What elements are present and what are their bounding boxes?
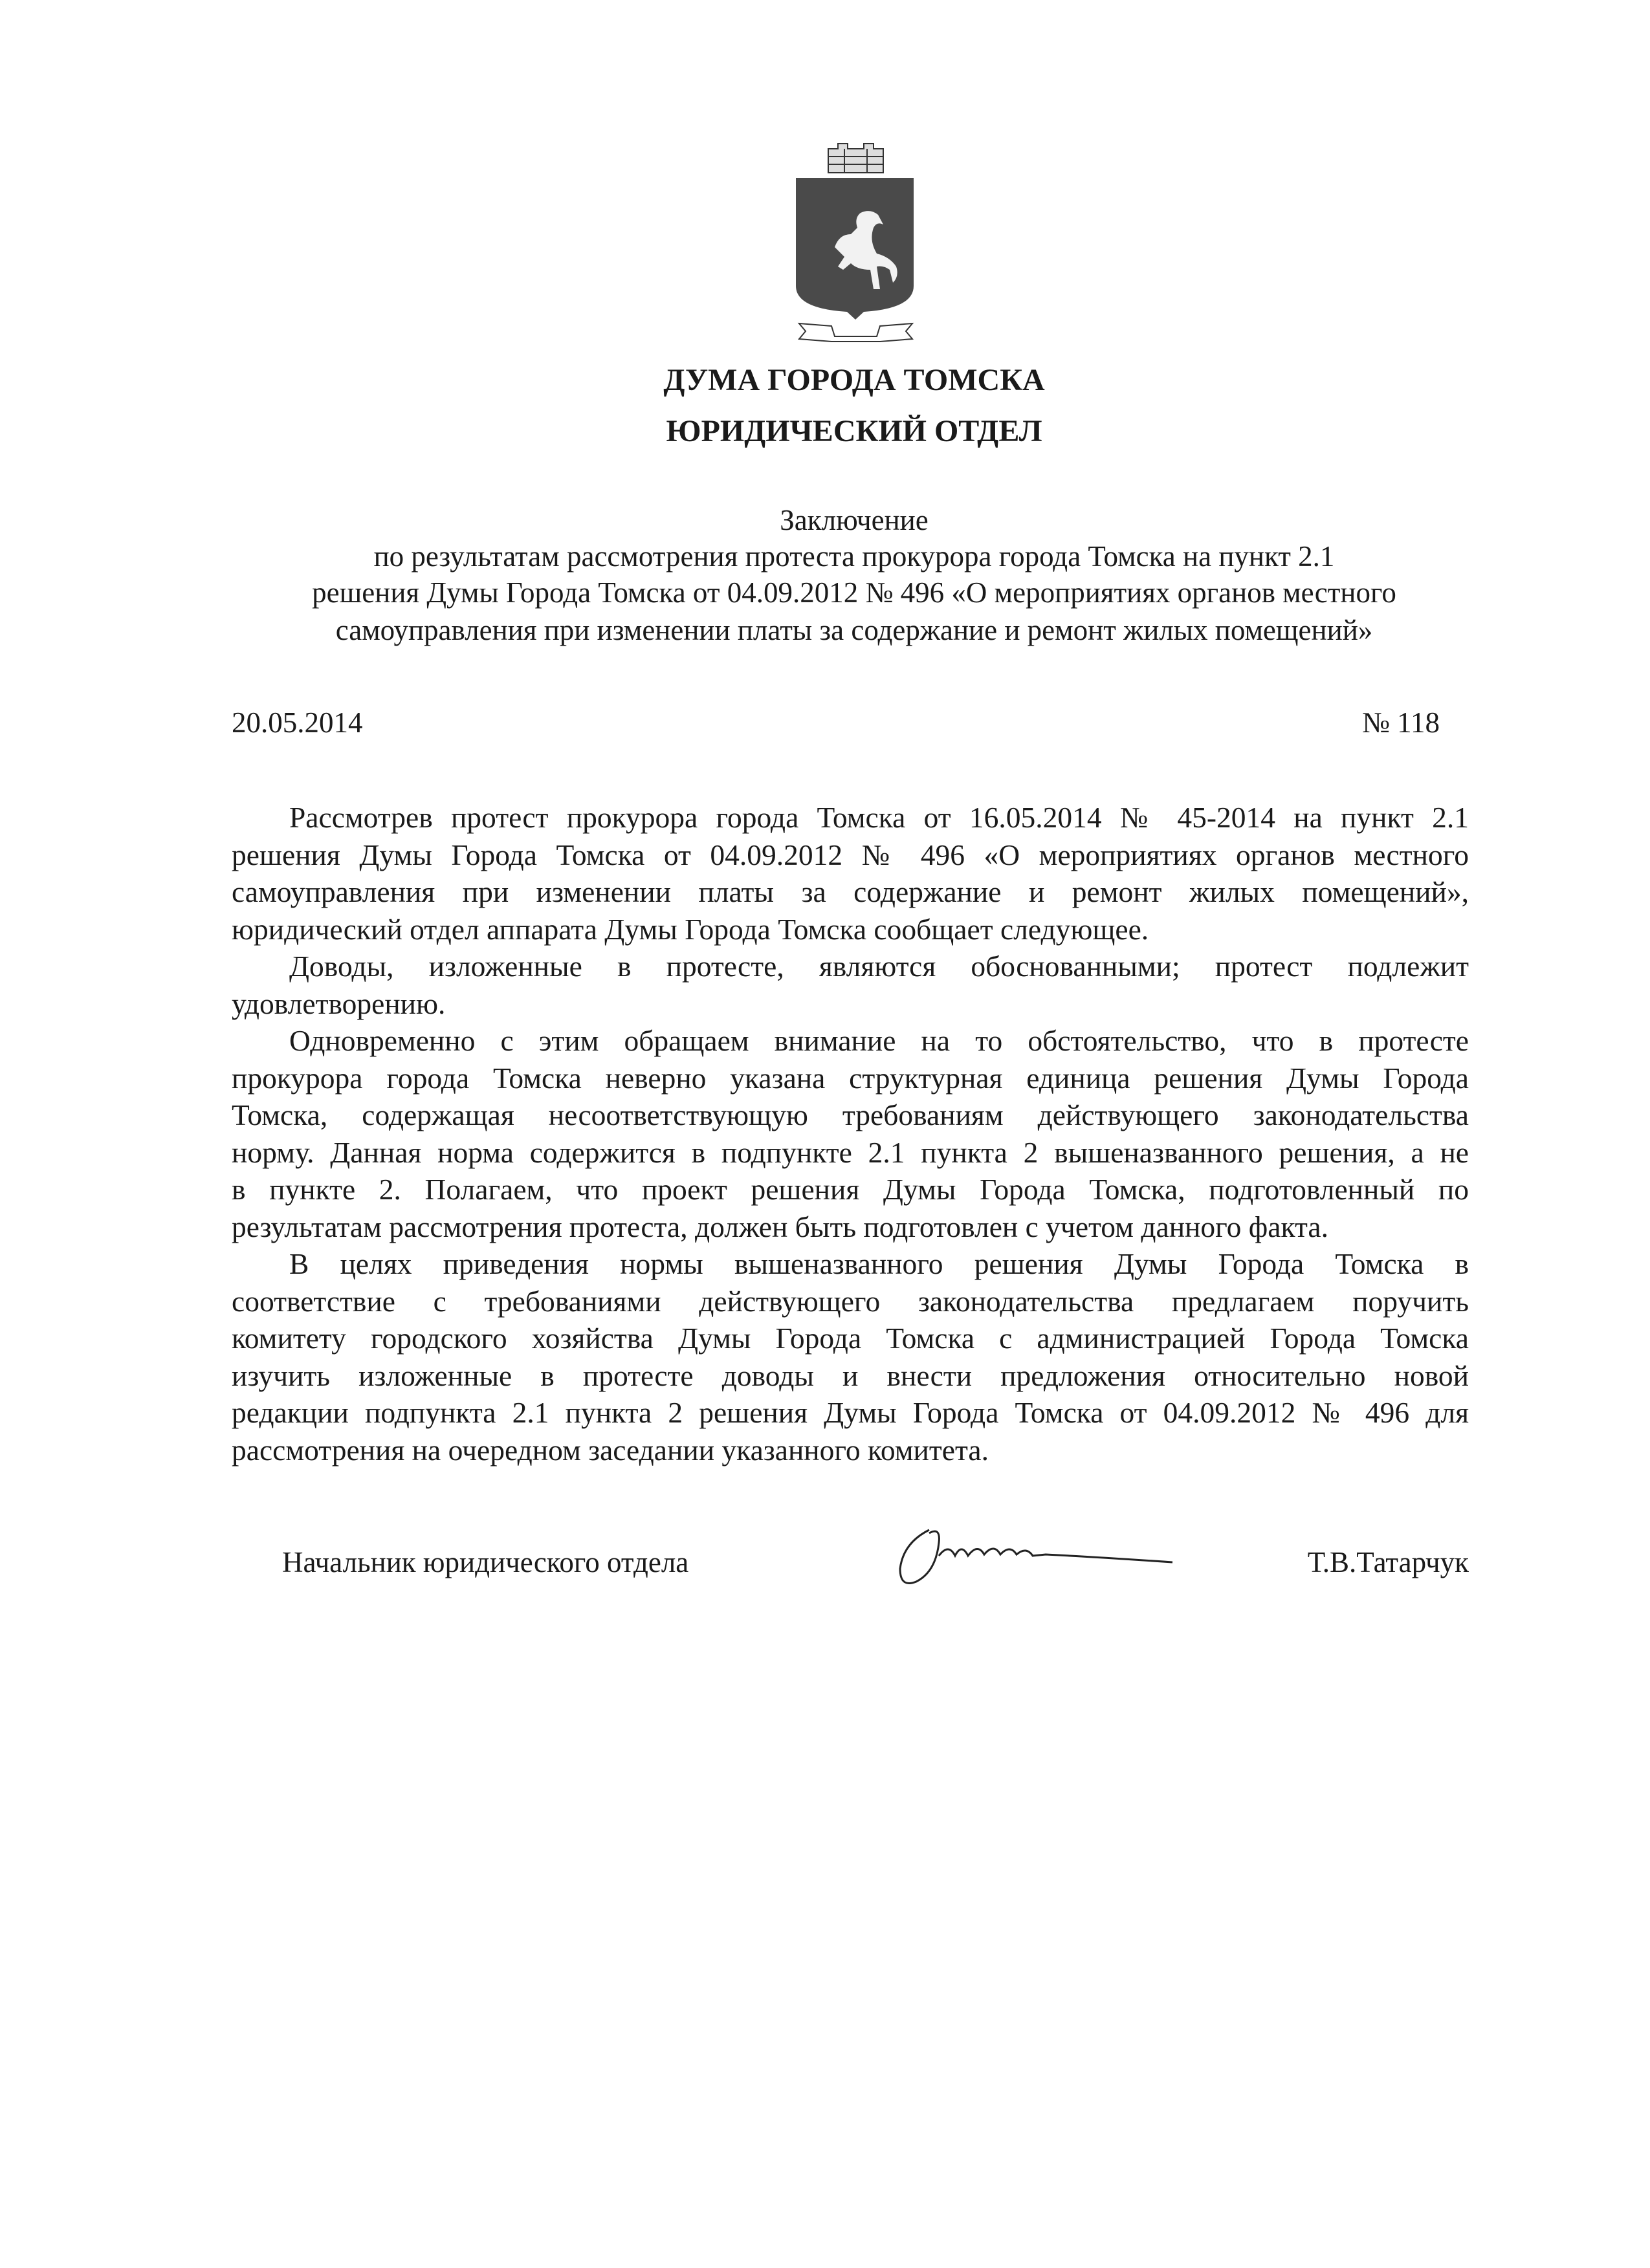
body-line: самоуправления при изменении платы за содержание и ремонт жилых помещений», — [232, 875, 1469, 908]
dept-title: ЮРИДИЧЕСКИЙ ОТДЕЛ — [666, 414, 1042, 448]
subject-line: по результатам рассмотрения протеста прокурора города Томска на пункт 2.1 — [373, 540, 1335, 572]
body-line: рассмотрения на очередном заседании указанного комитета. — [232, 1433, 989, 1467]
handwritten-signature — [890, 1517, 1175, 1598]
body-line: Томска, содержащая несоответствующую требованиям действующего законодательства — [232, 1098, 1469, 1131]
subject-line: решения Думы Города Томска от 04.09.2012 № 496 «О мероприятиях органов местного — [312, 576, 1396, 609]
body-line: решения Думы Города Томска от 04.09.2012 № 496 «О мероприятиях органов местного — [232, 838, 1469, 871]
body-line: удовлетворению. — [232, 987, 446, 1020]
body-line: Рассмотрев протест прокурора города Томска от 16.05.2014 № 45-2014 на пункт 2.1 — [289, 801, 1469, 834]
body-line: результатам рассмотрения протеста, должен быть подготовлен с учетом данного факта. — [232, 1210, 1328, 1243]
body-line: изучить изложенные в протесте доводы и внести предложения относительно новой — [232, 1358, 1469, 1392]
body-line: редакции подпункта 2.1 пункта 2 решения Думы Города Томска от 04.09.2012 № 496 для — [232, 1396, 1469, 1429]
body-line: прокурора города Томска неверно указана структурная единица решения Думы Города — [232, 1061, 1469, 1095]
document-number: № 118 — [1361, 706, 1440, 739]
signatory-position: Начальник юридического отдела — [282, 1546, 689, 1578]
subject-line: самоуправления при изменении платы за содержание и ремонт жилых помещений» — [335, 614, 1373, 646]
body-line: Одновременно с этим обращаем внимание на то обстоятельство, что в протесте — [289, 1024, 1469, 1057]
body-line: В целях приведения нормы вышеназванного решения Думы Города Томска в — [289, 1247, 1469, 1280]
body-line: в пункте 2. Полагаем, что проект решения Думы Города Томска, подготовленный по — [232, 1173, 1469, 1206]
body-line: норму. Данная норма содержится в подпункте 2.1 пункта 2 вышеназванного решения, а не — [232, 1135, 1469, 1169]
ribbon-icon — [799, 323, 912, 342]
crown-icon — [828, 144, 883, 173]
body-line: юридический отдел аппарата Думы Города Томска сообщает следующее. — [232, 912, 1149, 946]
coat-of-arms — [793, 137, 919, 344]
signatory-name: Т.В.Татарчук — [1307, 1546, 1469, 1578]
document-type: Заключение — [780, 504, 929, 536]
body-line: соответствие с требованиями действующего законодательства предлагаем поручить — [232, 1284, 1469, 1318]
document-date: 20.05.2014 — [232, 706, 363, 739]
org-title: ДУМА ГОРОДА ТОМСКА — [663, 363, 1045, 397]
body-line: комитету городского хозяйства Думы Города Томска с администрацией Города Томска — [232, 1322, 1469, 1355]
body-line: Доводы, изложенные в протесте, являются обоснованными; протест подлежит — [289, 950, 1469, 983]
document-body — [232, 799, 1469, 1468]
